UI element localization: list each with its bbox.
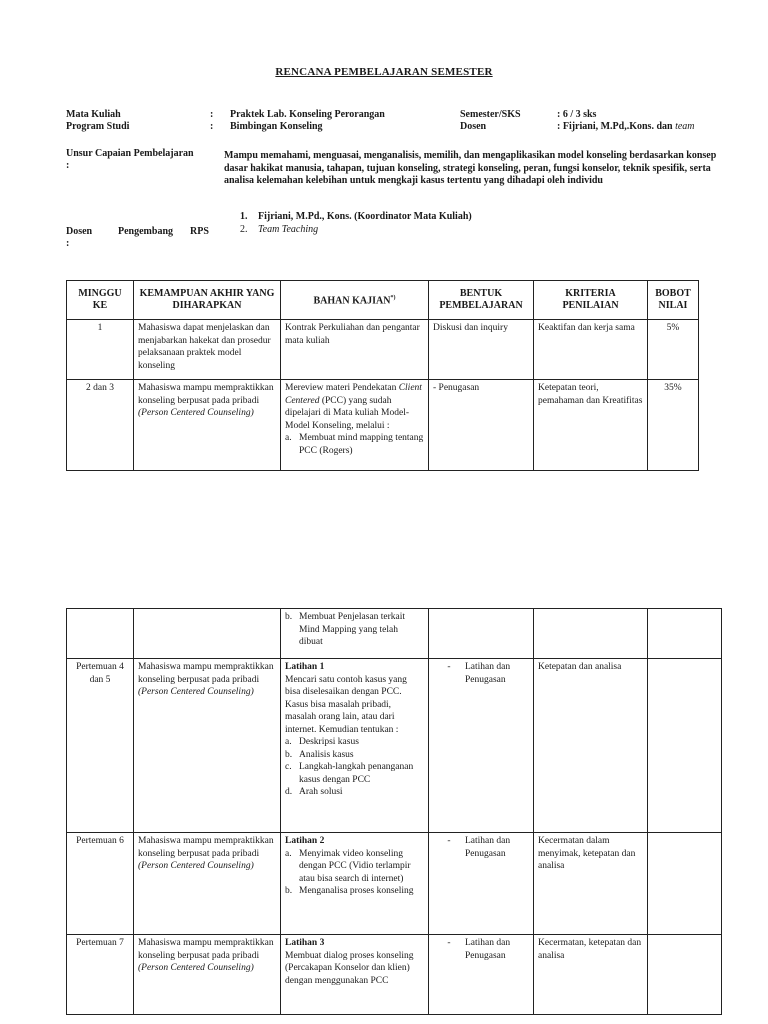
mata-kuliah-value: Praktek Lab. Konseling Perorangan: [230, 109, 385, 120]
list-item: b. Analisis kasus: [285, 749, 354, 760]
program-studi-colon: :: [210, 121, 214, 132]
header-bahan: BAHAN KAJIAN*): [281, 281, 429, 320]
document-title: RENCANA PEMBELAJARAN SEMESTER: [275, 66, 493, 78]
table-row: [67, 380, 699, 471]
cell-bobot: [648, 935, 722, 1015]
list-item: b. Membuat Penjelasan terkait Mind Mapping yang telah dibuat: [285, 612, 406, 647]
table-row: [67, 935, 722, 1015]
cell-kemampuan: Mahasiswa mampu mempraktikkan konseling berpusat pada pribadi (Person Centered Counseling): [134, 380, 281, 471]
cell-bahan: Kontrak Perkuliahan dan pengantar mata kuliah: [281, 320, 429, 380]
list-item: a. Deskripsi kasus: [285, 737, 359, 747]
cell-bentuk: [429, 609, 534, 659]
cell-minggu: Pertemuan 6: [67, 833, 134, 935]
list-item: d. Arah solusi: [285, 787, 343, 797]
cell-bahan: [281, 935, 429, 1015]
pengembang-colon: :: [66, 238, 70, 249]
rps-table-2: [66, 608, 722, 1015]
table-row: [67, 659, 722, 833]
cell-kriteria: Kecermatan, ketepatan dan analisa: [534, 935, 648, 1015]
mata-kuliah-colon: :: [210, 109, 214, 120]
pengembang-w2: Pengembang: [118, 226, 173, 237]
cell-bentuk: - Latihan dan Penugasan: [429, 659, 534, 833]
cell-minggu: [67, 609, 134, 659]
list-item: a. Membuat mind mapping tentang PCC (Rogers): [285, 433, 424, 456]
cell-kemampuan: [134, 609, 281, 659]
cpl-label: Unsur Capaian Pembelajaran: [66, 148, 194, 159]
list-item: a. Menyimak video konseling dengan PCC (Vidio terlampir atau bisa search di internet): [285, 848, 411, 884]
program-studi-value: Bimbingan Konseling: [230, 121, 323, 132]
list-item: c. Langkah-langkah penanganan kasus dengan PCC: [285, 762, 414, 785]
cell-bahan: [281, 609, 429, 659]
cell-bobot: 5%: [648, 320, 699, 380]
cell-kriteria: Ketepatan dan analisa: [534, 659, 648, 833]
table-row: [67, 833, 722, 935]
cell-bahan: [281, 833, 429, 935]
semester-value: : 6 / 3 sks: [557, 109, 597, 120]
cell-bentuk: Diskusi dan inquiry: [429, 320, 534, 380]
cell-kriteria: Ketepatan teori, pemahaman dan Kreatifitas: [534, 380, 648, 471]
cell-bobot: [648, 659, 722, 833]
program-studi-label: Program Studi: [66, 121, 130, 132]
list-item: b. Menganalisa proses konseling: [285, 886, 414, 896]
cell-bahan: [281, 659, 429, 833]
pengembang-list: [240, 210, 472, 236]
latihan-text: Membuat dialog proses konseling (Percakapan Konselor dan klien) dengan menggunakan PCC: [285, 950, 414, 986]
cell-minggu: Pertemuan 4 dan 5: [67, 659, 134, 833]
header-minggu: MINGGU KE: [67, 281, 134, 320]
latihan-title: Latihan 1: [285, 662, 325, 672]
cell-bentuk: - Latihan dan Penugasan: [429, 935, 534, 1015]
latihan-title: Latihan 3: [285, 938, 325, 948]
header-bobot: BOBOT NILAI: [648, 281, 699, 320]
cell-kriteria: [534, 609, 648, 659]
header-kemampuan: KEMAMPUAN AKHIR YANG DIHARAPKAN: [134, 281, 281, 320]
header-bentuk: BENTUK PEMBELAJARAN: [429, 281, 534, 320]
semester-label: Semester/SKS: [460, 109, 521, 120]
cell-minggu: 1: [67, 320, 134, 380]
cell-kemampuan: Mahasiswa dapat menjelaskan dan menjabarkan hakekat dan prosedur pelaksanaan praktek model konseling: [134, 320, 281, 380]
dosen-label: Dosen: [460, 121, 487, 132]
mata-kuliah-label: Mata Kuliah: [66, 109, 121, 120]
dosen-value: : Fijriani, M.Pd,.Kons. dan team: [557, 121, 695, 132]
table-row: [67, 609, 722, 659]
pengembang-item-2: 2. Team Teaching: [240, 224, 319, 235]
cell-kriteria: Kecermatan dalam menyimak, ketepatan dan analisa: [534, 833, 648, 935]
cell-minggu: 2 dan 3: [67, 380, 134, 471]
table-row: [67, 320, 699, 380]
cell-kemampuan: Mahasiswa mampu mempraktikkan konseling berpusat pada pribadi (Person Centered Counseling): [134, 833, 281, 935]
pengembang-w1: Dosen: [66, 226, 93, 237]
cell-bentuk: - Latihan dan Penugasan: [429, 833, 534, 935]
latihan-text: Mencari satu contoh kasus yang bisa diselesaikan dengan PCC. Kasus bisa masalah pribadi, masalah orang lain, atau dari internet. Kemudian tentukan :: [285, 674, 407, 735]
cell-bahan: Mereview materi Pendekatan Client Centered (PCC) yang sudah dipelajari di Mata kuliah Model-Model Konseling, melalui : a. Membuat mind mapping tentang PCC (Rogers): [281, 380, 429, 471]
rps-table-1: [66, 280, 699, 471]
latihan-title: Latihan 2: [285, 836, 325, 846]
header-kriteria: KRITERIA PENILAIAN: [534, 281, 648, 320]
cell-minggu: Pertemuan 7: [67, 935, 134, 1015]
cell-kemampuan: Mahasiswa mampu mempraktikkan konseling berpusat pada pribadi (Person Centered Counseling): [134, 935, 281, 1015]
pengembang-w3: RPS: [190, 226, 209, 237]
cpl-text: Mampu memahami, menguasai, menganalisis, memilih, dan mengaplikasikan model konseling berdasarkan konsep dasar hakikat manusia, tahapan, tujuan konseling, strategi konseling, peran, fungsi konselor, teknik spesifik, serta analisa kelemahan kelebihan untuk mengkaji kasus tertentu yang dihadapi oleh individu: [224, 150, 717, 186]
table-header-row: [67, 281, 699, 320]
cell-bobot: [648, 833, 722, 935]
cell-bentuk: - Penugasan: [429, 380, 534, 471]
cell-kriteria: Keaktifan dan kerja sama: [534, 320, 648, 380]
pengembang-item-1: 1. Fijriani, M.Pd., Kons. (Koordinator Mata Kuliah): [240, 211, 472, 222]
cpl-colon: :: [66, 160, 70, 171]
cell-kemampuan: Mahasiswa mampu mempraktikkan konseling berpusat pada pribadi (Person Centered Counseling): [134, 659, 281, 833]
cell-bobot: 35%: [648, 380, 699, 471]
cell-bobot: [648, 609, 722, 659]
